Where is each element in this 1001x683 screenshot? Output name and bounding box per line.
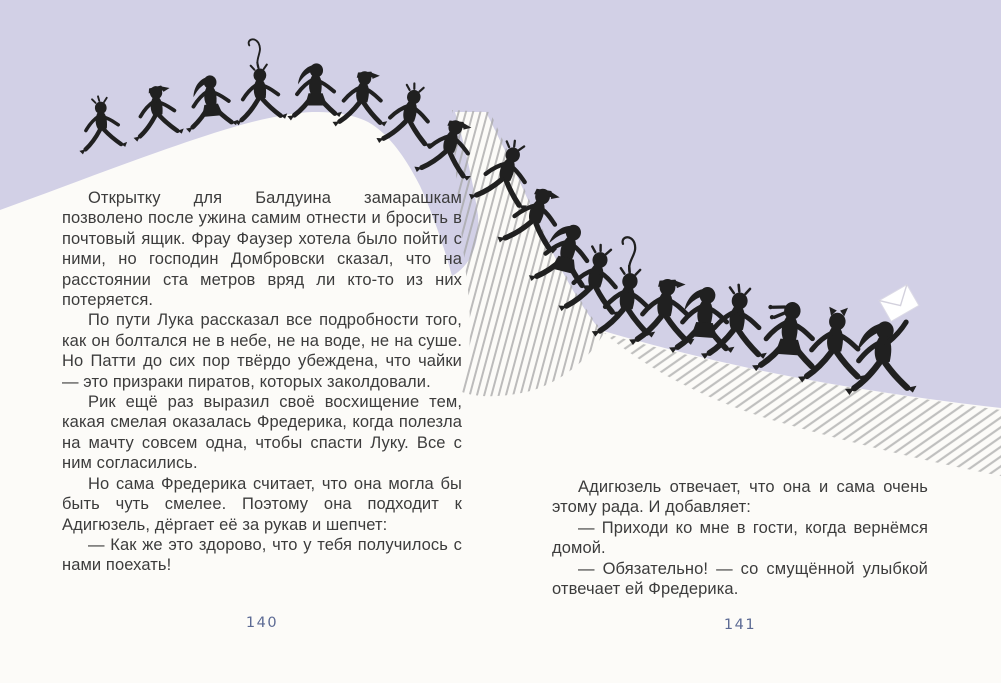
paragraph: — Обязательно! — со смущённой улыбкой отвечает ей Фредерика. bbox=[552, 559, 928, 599]
page-number-left: 140 bbox=[245, 615, 279, 631]
paragraph: Открытку для Балдуина замарашкам позволено после ужина самим отнести и бросить в почтовый ящик. Фрау Фаузер хотела было пойти с ними, но господин Домбровски сказал, что на расстоянии ста метров вряд ли кто-то из них потеряется. bbox=[62, 189, 462, 310]
paragraph: По пути Лука рассказал все подробности того, как он болтался не в небе, не на воде, не на суше. Но Патти до сих пор твёрдо убеждена, что чайки — это призраки пиратов, которых заколдовали. bbox=[62, 311, 462, 391]
paragraph: Но сама Фредерика считает, что она могла бы быть чуть смелее. Поэтому она подходит к Адигюзель, дёргает её за рукав и шепчет: bbox=[62, 474, 462, 534]
paragraph: Рик ещё раз выразил своё восхищение тем, какая смелая оказалась Фредерика, когда полезла на мачту совсем одна, чтобы спасти Луку. Все с ним согласились. bbox=[62, 393, 462, 473]
right-page-text bbox=[552, 477, 928, 599]
left-page-text bbox=[62, 188, 462, 576]
paragraph: — Приходи ко мне в гости, когда вернёмся домой. bbox=[552, 518, 928, 558]
paragraph: Адигюзель отвечает, что она и сама очень этому рада. И добавляет: bbox=[552, 478, 928, 517]
paragraph: — Как же это здорово, что у тебя получилось с нами поехать! bbox=[62, 535, 462, 575]
page-number-right: 141 bbox=[723, 617, 757, 633]
